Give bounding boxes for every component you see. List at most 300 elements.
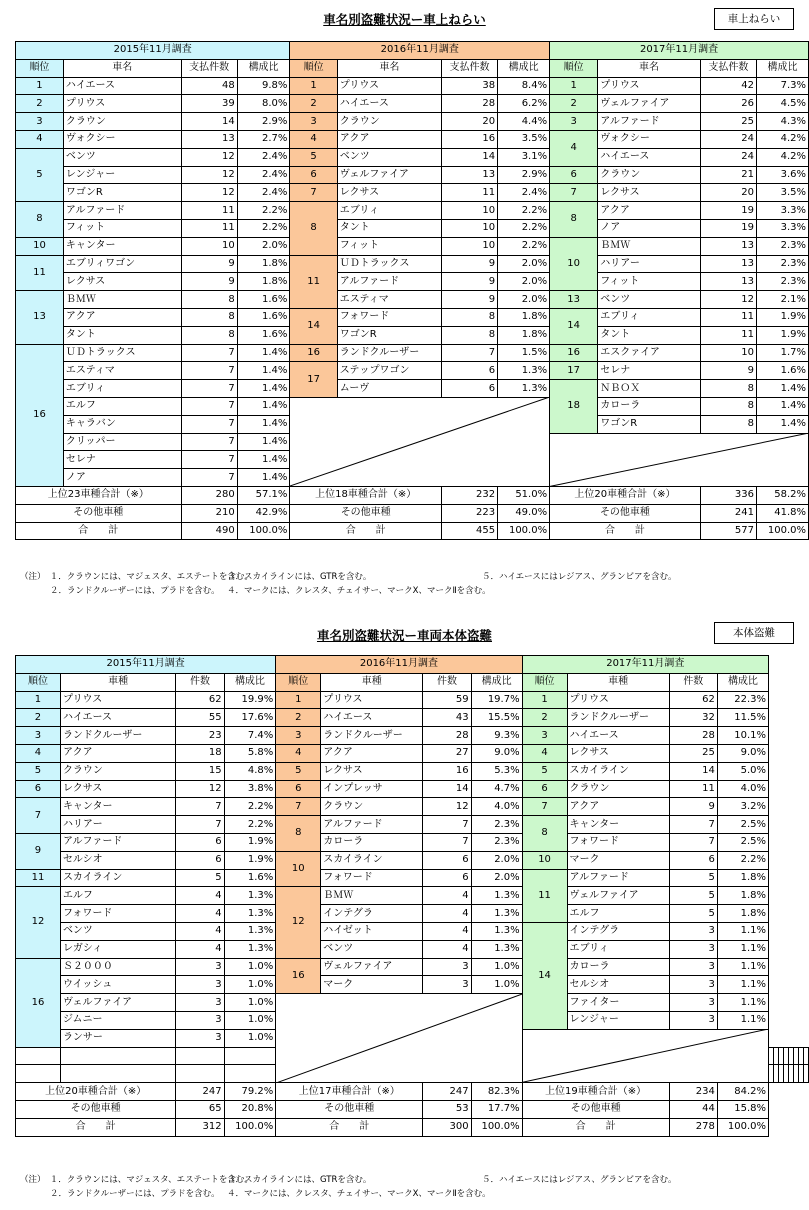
- count-cell: 13: [181, 130, 237, 148]
- rank-cell: 4: [290, 130, 337, 148]
- table-row: [16, 113, 809, 131]
- car-name: エブリィ: [337, 202, 441, 220]
- table-row: [16, 816, 809, 834]
- share-cell: 2.3%: [756, 255, 808, 273]
- total-share: 100.0%: [717, 1118, 768, 1136]
- car-name: ジムニー: [60, 1011, 175, 1029]
- rank-cell: 4: [16, 130, 64, 148]
- total-count: 65: [176, 1100, 224, 1118]
- count-cell: 55: [176, 709, 224, 727]
- count-cell: 8: [700, 380, 756, 398]
- car-name: ハリアー: [598, 255, 701, 273]
- share-cell: 1.6%: [756, 362, 808, 380]
- note-3: ３．スカイラインには、GTRを含む。: [227, 572, 372, 582]
- share-cell: 1.1%: [717, 994, 768, 1012]
- rank-cell: 1: [16, 77, 64, 95]
- column-header: 支払件数: [441, 59, 497, 77]
- car-name: レクサス: [598, 184, 701, 202]
- share-cell: 7.3%: [756, 77, 808, 95]
- table-row: [16, 95, 809, 113]
- car-name: ＢＭＷ: [321, 887, 423, 905]
- car-name: プリウス: [63, 95, 181, 113]
- empty-cell: [804, 1047, 809, 1065]
- share-cell: 1.1%: [717, 958, 768, 976]
- count-cell: 3: [669, 1011, 717, 1029]
- share-cell: 3.6%: [756, 166, 808, 184]
- car-name: ムーヴ: [337, 380, 441, 398]
- count-cell: 11: [669, 780, 717, 798]
- share-cell: 3.2%: [717, 798, 768, 816]
- count-cell: 20: [700, 184, 756, 202]
- total-share: 100.0%: [224, 1118, 276, 1136]
- car-name: カローラ: [598, 397, 701, 415]
- column-header: 車種: [60, 673, 175, 691]
- car-name: ランドクルーザー: [337, 344, 441, 362]
- count-cell: 7: [423, 833, 471, 851]
- table-row: [16, 237, 809, 255]
- total-count: 234: [669, 1083, 717, 1101]
- count-cell: 12: [181, 148, 237, 166]
- rank-cell: 12: [276, 887, 321, 958]
- car-name: インテグラ: [567, 922, 669, 940]
- car-name: フォワード: [567, 833, 669, 851]
- table-row: [16, 273, 809, 291]
- count-cell: 6: [441, 362, 497, 380]
- table-row: [16, 166, 809, 184]
- car-name: カローラ: [321, 833, 423, 851]
- share-cell: 5.0%: [717, 762, 768, 780]
- rank-cell: 5: [522, 762, 567, 780]
- share-cell: 2.2%: [224, 816, 276, 834]
- rank-cell: 16: [290, 344, 337, 362]
- rank-cell: 11: [522, 869, 567, 922]
- share-cell: 2.0%: [498, 273, 550, 291]
- total-label: その他車種: [16, 504, 182, 522]
- share-cell: 2.0%: [498, 291, 550, 309]
- table-row: [16, 905, 809, 923]
- total-label: 上位23車種合計（※）: [16, 486, 182, 504]
- count-cell: 26: [700, 95, 756, 113]
- rank-cell: 10: [522, 851, 567, 869]
- car-name: ヴォクシー: [598, 130, 701, 148]
- car-name: プリウス: [60, 691, 175, 709]
- count-cell: 13: [700, 237, 756, 255]
- car-name: レンジャー: [63, 166, 181, 184]
- total-row: [16, 522, 809, 540]
- car-name: フォワード: [60, 905, 175, 923]
- share-cell: 1.6%: [237, 308, 290, 326]
- column-header: 支払件数: [700, 59, 756, 77]
- car-name: アルファード: [567, 869, 669, 887]
- share-cell: 1.1%: [717, 940, 768, 958]
- count-cell: 7: [176, 798, 224, 816]
- car-name: レクサス: [63, 273, 181, 291]
- total-count: 280: [181, 486, 237, 504]
- car-name: ベンツ: [321, 940, 423, 958]
- column-header: 車名: [598, 59, 701, 77]
- total-share: 100.0%: [756, 522, 808, 540]
- count-cell: 6: [423, 869, 471, 887]
- rank-cell: 10: [276, 851, 321, 887]
- rank-cell: 16: [16, 344, 64, 486]
- table-row: [16, 922, 809, 940]
- count-cell: 12: [181, 184, 237, 202]
- year-header-3: 2017年11月調査: [550, 42, 809, 60]
- car-name: ノア: [63, 469, 181, 487]
- total-count: 44: [669, 1100, 717, 1118]
- car-name: ヴェルファイア: [567, 887, 669, 905]
- total-label: 上位20車種合計（※）: [550, 486, 701, 504]
- count-cell: 7: [441, 344, 497, 362]
- count-cell: 11: [700, 308, 756, 326]
- total-share: 79.2%: [224, 1083, 276, 1101]
- car-name: マーク: [567, 851, 669, 869]
- rank-cell: 7: [290, 184, 337, 202]
- note-3: ３．スカイラインには、GTRを含む。: [227, 1175, 372, 1185]
- count-cell: 24: [700, 130, 756, 148]
- count-cell: 27: [423, 744, 471, 762]
- rank-cell: 1: [276, 691, 321, 709]
- rank-cell: 2: [550, 95, 598, 113]
- total-row: [16, 486, 809, 504]
- count-cell: 6: [441, 380, 497, 398]
- car-name: ヴェルファイア: [337, 166, 441, 184]
- car-name: タント: [63, 326, 181, 344]
- count-cell: 7: [181, 451, 237, 469]
- car-name: エスティマ: [337, 291, 441, 309]
- share-cell: 4.4%: [498, 113, 550, 131]
- table-row: [16, 851, 809, 869]
- car-name: フォワード: [321, 869, 423, 887]
- count-cell: 3: [176, 1029, 224, 1047]
- rank-cell: 3: [290, 113, 337, 131]
- total-label: 上位20車種合計（※）: [16, 1083, 176, 1101]
- column-header: 順位: [16, 59, 64, 77]
- share-cell: 7.4%: [224, 727, 276, 745]
- car-name: キャンター: [567, 816, 669, 834]
- count-cell: 7: [669, 816, 717, 834]
- share-cell: 5.8%: [224, 744, 276, 762]
- count-cell: 20: [441, 113, 497, 131]
- count-cell: 10: [181, 237, 237, 255]
- column-header: 車名: [337, 59, 441, 77]
- count-cell: 24: [700, 148, 756, 166]
- table-row: [16, 887, 809, 905]
- car-name: エルフ: [60, 887, 175, 905]
- share-cell: 1.8%: [237, 255, 290, 273]
- count-cell: 4: [423, 922, 471, 940]
- count-cell: 14: [181, 113, 237, 131]
- empty-cell: [224, 1065, 276, 1083]
- empty-cell: [16, 1047, 61, 1065]
- share-cell: 11.5%: [717, 709, 768, 727]
- rank-cell: 4: [550, 130, 598, 166]
- table-row: [16, 709, 809, 727]
- note-5: ５．ハイエースにはレジアス、グランビアを含む。: [482, 572, 677, 582]
- count-cell: 4: [176, 922, 224, 940]
- car-name: アルファード: [598, 113, 701, 131]
- empty-cell: [224, 1047, 276, 1065]
- rank-cell: 2: [522, 709, 567, 727]
- car-name: ハイエース: [567, 727, 669, 745]
- share-cell: 4.7%: [471, 780, 522, 798]
- car-name: レクサス: [321, 762, 423, 780]
- rank-cell: 3: [16, 727, 61, 745]
- total-share: 51.0%: [498, 486, 550, 504]
- count-cell: 4: [423, 940, 471, 958]
- car-name: クラウン: [321, 798, 423, 816]
- rank-cell: 12: [16, 887, 61, 958]
- rank-cell: 13: [16, 291, 64, 344]
- share-cell: 2.2%: [237, 219, 290, 237]
- table-row: [16, 130, 809, 148]
- car-name: エブリィ: [63, 380, 181, 398]
- count-cell: 5: [669, 869, 717, 887]
- section2-table: [15, 655, 809, 1137]
- car-name: キャラバン: [63, 415, 181, 433]
- table-row: [16, 77, 809, 95]
- car-name: セレナ: [63, 451, 181, 469]
- share-cell: 1.8%: [498, 308, 550, 326]
- car-name: クラウン: [337, 113, 441, 131]
- total-label: 上位19車種合計（※）: [522, 1083, 669, 1101]
- share-cell: 3.3%: [756, 202, 808, 220]
- year-header-3: 2017年11月調査: [522, 656, 768, 674]
- share-cell: 15.5%: [471, 709, 522, 727]
- rank-cell: 3: [550, 113, 598, 131]
- rank-cell: 16: [16, 958, 61, 1047]
- rank-cell: 2: [290, 95, 337, 113]
- table-row: [16, 994, 809, 1012]
- count-cell: 25: [700, 113, 756, 131]
- rank-cell: 5: [16, 148, 64, 201]
- car-name: アクア: [337, 130, 441, 148]
- car-name: スカイライン: [567, 762, 669, 780]
- car-name: ＮＢＯＸ: [598, 380, 701, 398]
- total-share: 100.0%: [498, 522, 550, 540]
- column-header: 構成比: [717, 673, 768, 691]
- total-label: 合 計: [16, 522, 182, 540]
- section1-title: 車名別盗難状況ー車上ねらい: [323, 12, 486, 27]
- share-cell: 2.4%: [498, 184, 550, 202]
- count-cell: 42: [700, 77, 756, 95]
- total-share: 17.7%: [471, 1100, 522, 1118]
- share-cell: 4.3%: [756, 113, 808, 131]
- car-name: ハイエース: [60, 709, 175, 727]
- table-row: [16, 255, 809, 273]
- share-cell: 2.0%: [471, 851, 522, 869]
- empty-cell: [60, 1065, 175, 1083]
- count-cell: 4: [176, 940, 224, 958]
- count-cell: 9: [181, 273, 237, 291]
- rank-cell: 4: [276, 744, 321, 762]
- car-name: プリウス: [321, 691, 423, 709]
- column-header: 件数: [669, 673, 717, 691]
- rank-cell: 10: [550, 237, 598, 290]
- share-cell: 1.0%: [224, 994, 276, 1012]
- count-cell: 13: [700, 255, 756, 273]
- share-cell: 5.3%: [471, 762, 522, 780]
- rank-cell: 8: [290, 202, 337, 255]
- share-cell: 1.4%: [237, 469, 290, 487]
- table-row: [16, 148, 809, 166]
- rank-cell: 14: [290, 308, 337, 344]
- total-share: 84.2%: [717, 1083, 768, 1101]
- share-cell: 1.9%: [756, 308, 808, 326]
- share-cell: 1.4%: [237, 380, 290, 398]
- rank-cell: 9: [16, 833, 61, 869]
- share-cell: 1.0%: [224, 1029, 276, 1047]
- column-header: 車種: [567, 673, 669, 691]
- count-cell: 7: [181, 380, 237, 398]
- share-cell: 9.3%: [471, 727, 522, 745]
- share-cell: 1.6%: [237, 326, 290, 344]
- empty-cell: [804, 1065, 809, 1083]
- car-name: ノア: [598, 219, 701, 237]
- rank-cell: 2: [16, 709, 61, 727]
- share-cell: 9.0%: [717, 744, 768, 762]
- total-label: その他車種: [16, 1100, 176, 1118]
- note-2: ２．ランドクルーザーには、プラドを含む。: [50, 586, 220, 596]
- total-count: 210: [181, 504, 237, 522]
- table-row: [16, 869, 809, 887]
- count-cell: 25: [669, 744, 717, 762]
- share-cell: 1.8%: [717, 869, 768, 887]
- total-share: 82.3%: [471, 1083, 522, 1101]
- share-cell: 1.4%: [237, 397, 290, 415]
- share-cell: 3.1%: [498, 148, 550, 166]
- car-name: ワゴンR: [598, 415, 701, 433]
- rank-cell: 5: [276, 762, 321, 780]
- car-name: プリウス: [337, 77, 441, 95]
- total-count: 278: [669, 1118, 717, 1136]
- share-cell: 4.2%: [756, 148, 808, 166]
- column-header: 件数: [176, 673, 224, 691]
- column-header: 順位: [522, 673, 567, 691]
- count-cell: 8: [181, 326, 237, 344]
- share-cell: 22.3%: [717, 691, 768, 709]
- count-cell: 32: [669, 709, 717, 727]
- total-count: 241: [700, 504, 756, 522]
- column-header: 車名: [63, 59, 181, 77]
- note-5: ５．ハイエースにはレジアス、グランビアを含む。: [482, 1175, 677, 1185]
- count-cell: 8: [700, 397, 756, 415]
- count-cell: 19: [700, 219, 756, 237]
- table-row: [16, 219, 809, 237]
- rank-cell: 16: [276, 958, 321, 994]
- share-cell: 2.3%: [471, 816, 522, 834]
- count-cell: 4: [176, 905, 224, 923]
- total-count: 223: [441, 504, 497, 522]
- count-cell: 23: [176, 727, 224, 745]
- total-share: 20.8%: [224, 1100, 276, 1118]
- count-cell: 3: [669, 976, 717, 994]
- total-count: 247: [176, 1083, 224, 1101]
- count-cell: 15: [176, 762, 224, 780]
- year-header-2: 2016年11月調査: [290, 42, 550, 60]
- share-cell: 3.3%: [756, 219, 808, 237]
- share-cell: 1.4%: [237, 451, 290, 469]
- share-cell: 2.4%: [237, 184, 290, 202]
- count-cell: 8: [700, 415, 756, 433]
- share-cell: 1.0%: [471, 958, 522, 976]
- total-share: 58.2%: [756, 486, 808, 504]
- rank-cell: 18: [550, 380, 598, 433]
- count-cell: 7: [423, 816, 471, 834]
- share-cell: 2.2%: [224, 798, 276, 816]
- car-name: ワゴンR: [337, 326, 441, 344]
- share-cell: 1.4%: [756, 415, 808, 433]
- count-cell: 3: [669, 958, 717, 976]
- rank-cell: 2: [276, 709, 321, 727]
- rank-cell: 11: [16, 255, 64, 291]
- share-cell: 17.6%: [224, 709, 276, 727]
- count-cell: 6: [423, 851, 471, 869]
- count-cell: 6: [176, 833, 224, 851]
- empty-cell: [60, 1047, 175, 1065]
- car-name: ＵＤトラックス: [337, 255, 441, 273]
- share-cell: 1.8%: [717, 887, 768, 905]
- total-share: 41.8%: [756, 504, 808, 522]
- column-header: 車種: [321, 673, 423, 691]
- share-cell: 19.9%: [224, 691, 276, 709]
- share-cell: 2.2%: [237, 202, 290, 220]
- count-cell: 43: [423, 709, 471, 727]
- car-name: エブリィワゴン: [63, 255, 181, 273]
- count-cell: 3: [176, 994, 224, 1012]
- column-header: 構成比: [498, 59, 550, 77]
- total-label: 合 計: [290, 522, 442, 540]
- note-1: （注） １．クラウンには、マジェスタ、エステートを含む。: [20, 572, 253, 582]
- table-row: [16, 326, 809, 344]
- table-row: [16, 344, 809, 362]
- rank-cell: 7: [276, 798, 321, 816]
- total-label: その他車種: [290, 504, 442, 522]
- total-label: 上位18車種合計（※）: [290, 486, 442, 504]
- car-name: アルファード: [321, 816, 423, 834]
- count-cell: 16: [423, 762, 471, 780]
- share-cell: 1.9%: [756, 326, 808, 344]
- blank-region: [550, 433, 809, 486]
- table-row: [16, 727, 809, 745]
- share-cell: 1.1%: [717, 922, 768, 940]
- rank-cell: 3: [16, 113, 64, 131]
- table-row: [16, 202, 809, 220]
- section1-tag: 車上ねらい: [714, 8, 794, 30]
- table-row: [16, 744, 809, 762]
- car-name: セルシオ: [60, 851, 175, 869]
- car-name: スカイライン: [321, 851, 423, 869]
- count-cell: 10: [700, 344, 756, 362]
- count-cell: 18: [176, 744, 224, 762]
- share-cell: 1.4%: [237, 344, 290, 362]
- share-cell: 1.4%: [237, 415, 290, 433]
- count-cell: 62: [669, 691, 717, 709]
- share-cell: 2.2%: [498, 202, 550, 220]
- column-header: 順位: [16, 673, 61, 691]
- car-name: ヴェルファイア: [598, 95, 701, 113]
- car-name: タント: [337, 219, 441, 237]
- blank-region: [522, 1029, 768, 1082]
- table-row: [16, 291, 809, 309]
- share-cell: 2.5%: [717, 833, 768, 851]
- car-name: エスティマ: [63, 362, 181, 380]
- share-cell: 10.1%: [717, 727, 768, 745]
- count-cell: 9: [700, 362, 756, 380]
- rank-cell: 4: [16, 744, 61, 762]
- share-cell: 2.9%: [237, 113, 290, 131]
- rank-cell: 6: [16, 780, 61, 798]
